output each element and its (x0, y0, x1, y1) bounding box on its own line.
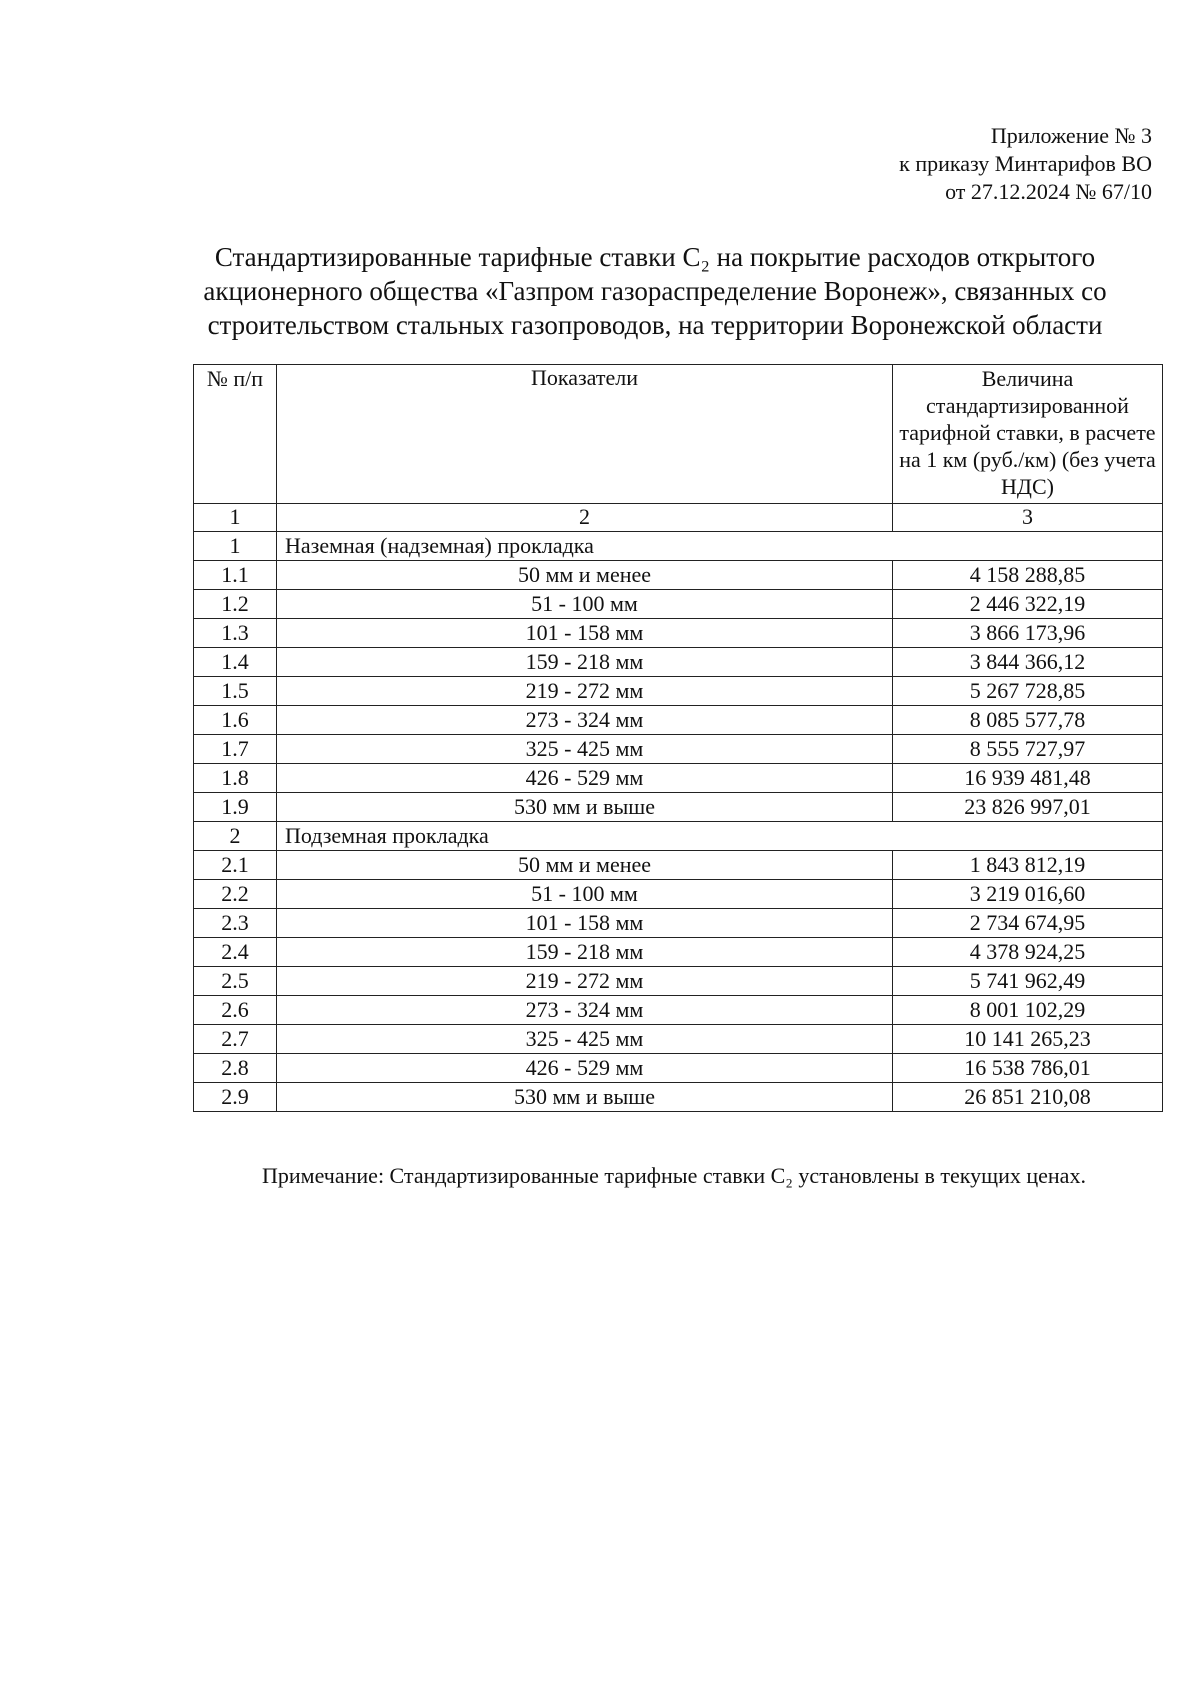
header-value: Величина стандартизированной тарифной ставки, в расчете на 1 км (руб./км) (без учета НДС) (893, 365, 1163, 504)
row-indicator: 426 - 529 мм (277, 764, 893, 793)
table-row (194, 851, 1163, 880)
title-line-1: Стандартизированные тарифные ставки С₂ на покрытие расходов открытого (214, 242, 1096, 272)
row-number: 1.9 (194, 793, 277, 822)
row-number: 1.1 (194, 561, 277, 590)
row-indicator: 101 - 158 мм (277, 619, 893, 648)
section-label: Подземная прокладка (277, 822, 1163, 851)
row-indicator: 530 мм и выше (277, 1083, 893, 1112)
appendix-order-ref: к приказу Минтарифов ВО (899, 151, 1152, 176)
row-value: 10 141 265,23 (893, 1025, 1163, 1054)
section-number: 1 (194, 532, 277, 561)
row-number: 1.7 (194, 735, 277, 764)
section-row (194, 822, 1163, 851)
index-cell: 2 (277, 504, 893, 532)
row-number: 1.5 (194, 677, 277, 706)
column-index-row (194, 504, 1163, 532)
row-number: 2.2 (194, 880, 277, 909)
row-number: 2.9 (194, 1083, 277, 1112)
row-value: 5 741 962,49 (893, 967, 1163, 996)
appendix-header (899, 122, 1152, 206)
table-row (194, 735, 1163, 764)
appendix-number: Приложение № 3 (990, 123, 1152, 148)
row-number: 1.6 (194, 706, 277, 735)
document-title (150, 240, 1160, 342)
row-value: 8 085 577,78 (893, 706, 1163, 735)
header-num: № п/п (194, 365, 277, 504)
table-row (194, 880, 1163, 909)
row-value: 16 939 481,48 (893, 764, 1163, 793)
table-row (194, 706, 1163, 735)
row-value: 1 843 812,19 (893, 851, 1163, 880)
row-value: 2 734 674,95 (893, 909, 1163, 938)
table-row (194, 677, 1163, 706)
table-row (194, 619, 1163, 648)
row-value: 4 158 288,85 (893, 561, 1163, 590)
table-header-row (194, 365, 1163, 504)
row-value: 23 826 997,01 (893, 793, 1163, 822)
row-indicator: 101 - 158 мм (277, 909, 893, 938)
table-row (194, 1025, 1163, 1054)
title-line-3: строительством стальных газопроводов, на территории Воронежской области (207, 310, 1103, 340)
row-indicator: 51 - 100 мм (277, 590, 893, 619)
row-indicator: 325 - 425 мм (277, 735, 893, 764)
row-value: 2 446 322,19 (893, 590, 1163, 619)
row-value: 26 851 210,08 (893, 1083, 1163, 1112)
section-label: Наземная (надземная) прокладка (277, 532, 1163, 561)
row-value: 4 378 924,25 (893, 938, 1163, 967)
row-number: 1.4 (194, 648, 277, 677)
row-indicator: 159 - 218 мм (277, 648, 893, 677)
table-row (194, 1054, 1163, 1083)
row-indicator: 51 - 100 мм (277, 880, 893, 909)
row-indicator: 325 - 425 мм (277, 1025, 893, 1054)
table-row (194, 967, 1163, 996)
table-row (194, 764, 1163, 793)
table-row (194, 590, 1163, 619)
index-cell: 3 (893, 504, 1163, 532)
footnote: Примечание: Стандартизированные тарифные ставки С₂ установлены в текущих ценах. (262, 1163, 1086, 1188)
section-row (194, 532, 1163, 561)
row-indicator: 50 мм и менее (277, 851, 893, 880)
table-row (194, 938, 1163, 967)
row-indicator: 273 - 324 мм (277, 706, 893, 735)
row-value: 16 538 786,01 (893, 1054, 1163, 1083)
row-number: 2.4 (194, 938, 277, 967)
row-number: 2.3 (194, 909, 277, 938)
row-number: 2.7 (194, 1025, 277, 1054)
row-value: 5 267 728,85 (893, 677, 1163, 706)
table-row (194, 793, 1163, 822)
row-value: 3 219 016,60 (893, 880, 1163, 909)
row-number: 2.8 (194, 1054, 277, 1083)
row-indicator: 219 - 272 мм (277, 967, 893, 996)
title-line-2: акционерного общества «Газпром газораспределение Воронеж», связанных со (203, 276, 1107, 306)
row-indicator: 530 мм и выше (277, 793, 893, 822)
row-number: 2.6 (194, 996, 277, 1025)
row-value: 8 001 102,29 (893, 996, 1163, 1025)
section-number: 2 (194, 822, 277, 851)
index-cell: 1 (194, 504, 277, 532)
tariff-table (193, 364, 1163, 1112)
row-indicator: 273 - 324 мм (277, 996, 893, 1025)
row-indicator: 426 - 529 мм (277, 1054, 893, 1083)
appendix-order-date: от 27.12.2024 № 67/10 (945, 179, 1152, 204)
row-indicator: 159 - 218 мм (277, 938, 893, 967)
row-value: 8 555 727,97 (893, 735, 1163, 764)
row-indicator: 219 - 272 мм (277, 677, 893, 706)
row-number: 2.1 (194, 851, 277, 880)
table-row (194, 996, 1163, 1025)
row-indicator: 50 мм и менее (277, 561, 893, 590)
row-number: 1.3 (194, 619, 277, 648)
header-indicators: Показатели (277, 365, 893, 504)
row-number: 1.8 (194, 764, 277, 793)
row-value: 3 866 173,96 (893, 619, 1163, 648)
table-row (194, 909, 1163, 938)
table-row (194, 1083, 1163, 1112)
table-row (194, 561, 1163, 590)
row-value: 3 844 366,12 (893, 648, 1163, 677)
row-number: 1.2 (194, 590, 277, 619)
table-row (194, 648, 1163, 677)
row-number: 2.5 (194, 967, 277, 996)
